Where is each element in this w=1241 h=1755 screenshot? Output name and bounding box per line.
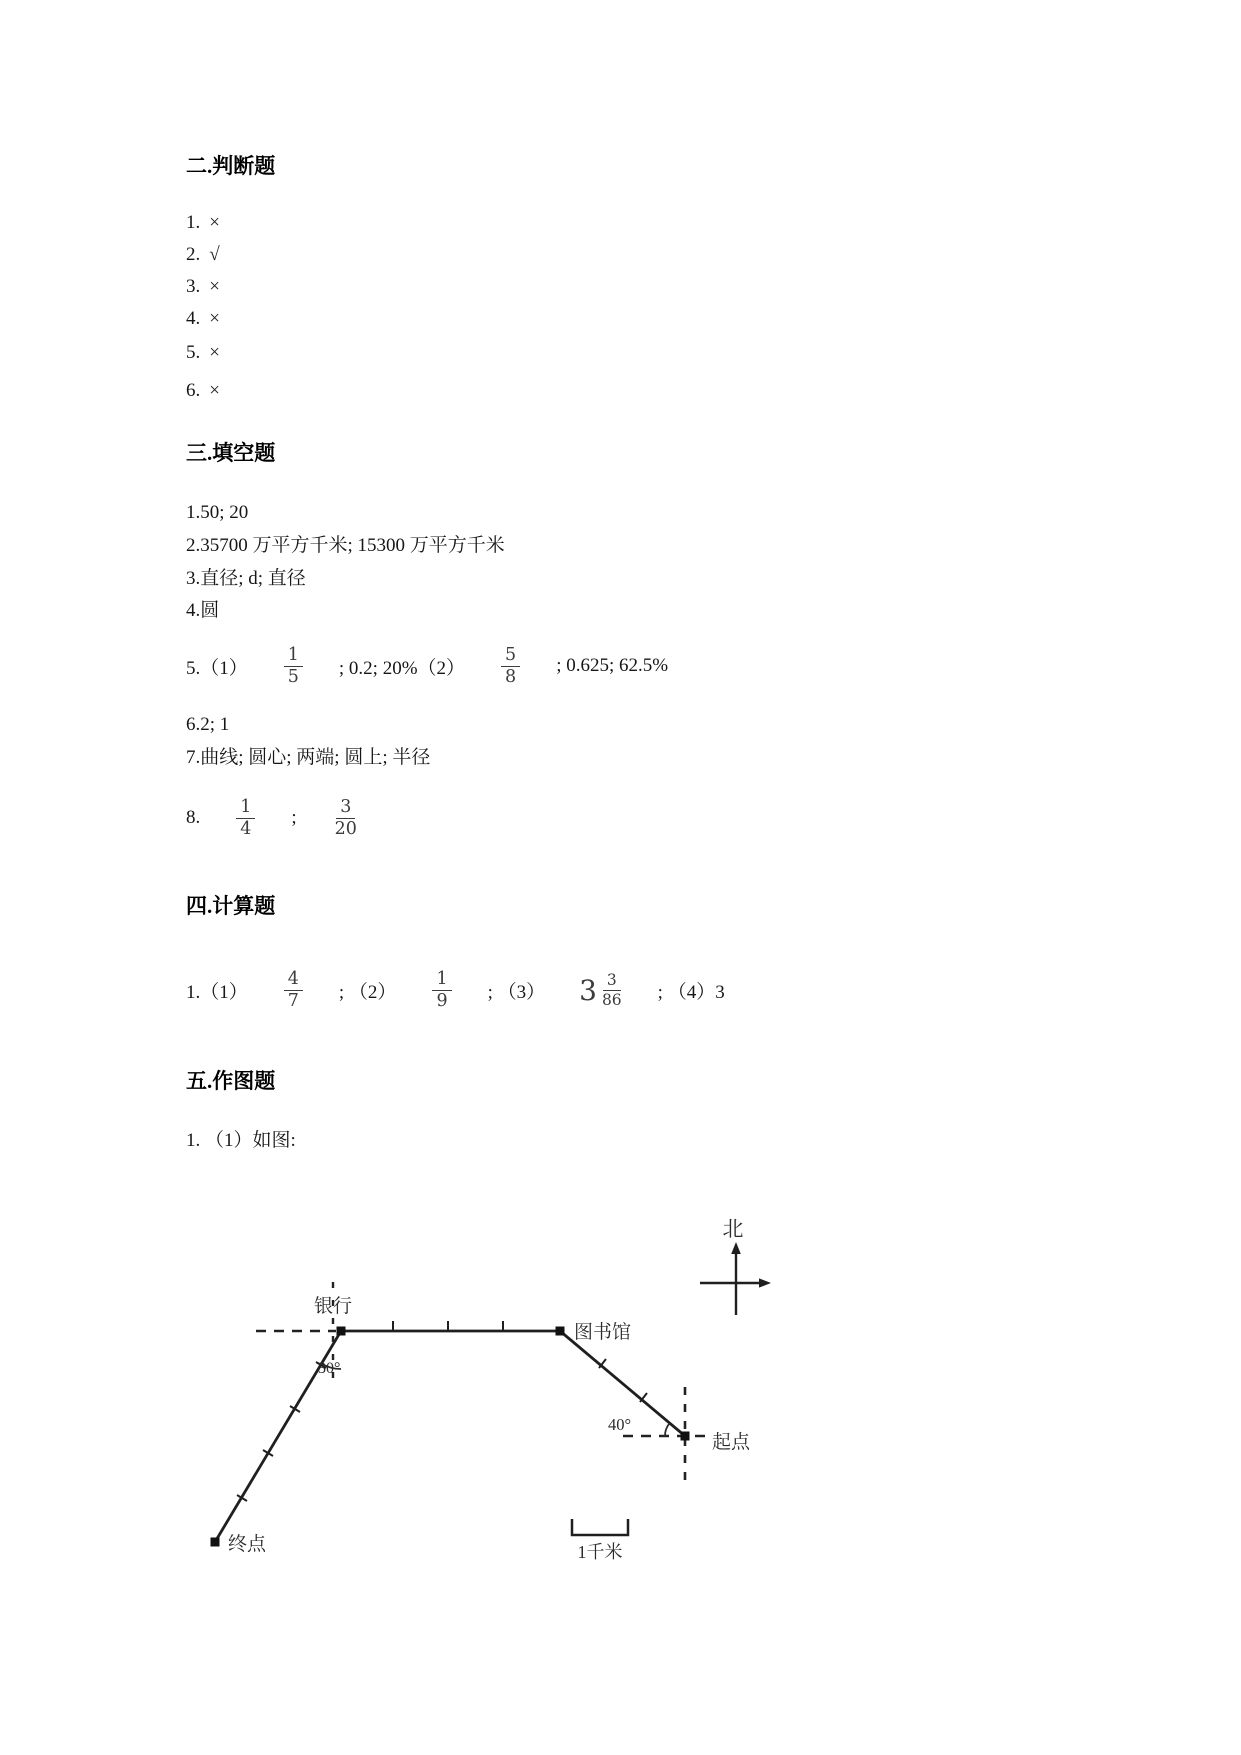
fill-item-3: 3.直径; d; 直径: [186, 568, 306, 589]
judge-item-6: [186, 380, 220, 402]
route-map-diagram: [150, 1180, 840, 1610]
section-judge-title: 二.判断题: [186, 154, 276, 178]
draw-item-intro: 1. （1）如图:: [186, 1130, 296, 1151]
calc-item-1: [186, 960, 725, 1020]
fraction-3-86: $\frac{3}{86}$: [601, 971, 622, 1009]
fill-item-2: 2.35700 万平方千米; 15300 万平方千米: [186, 535, 505, 556]
fraction-5-8: $\frac{5}{8}$: [501, 645, 520, 687]
fill-item-5: [186, 636, 668, 696]
judge-item-2: [186, 244, 220, 266]
fraction-1-9: $\frac{1}{9}$: [432, 969, 451, 1011]
fill-item-7: 7.曲线; 圆心; 两端; 圆上; 半径: [186, 747, 431, 768]
judge-item-mark: ×: [209, 380, 220, 401]
judge-item-number: 2.: [186, 244, 201, 265]
fill-item-5-prefix: 5.（1）: [186, 657, 248, 679]
judge-item-4: [186, 308, 220, 330]
end-point: [211, 1538, 220, 1547]
judge-item-3: [186, 276, 220, 298]
scale-label: 1千米: [577, 1542, 623, 1562]
fill-item-5-suffix: ; 0.625; 62.5%: [556, 655, 669, 676]
judge-item-mark: ×: [209, 342, 220, 363]
compass-north-arrowhead: [731, 1242, 741, 1254]
fraction-4-7: $\frac{4}{7}$: [284, 969, 303, 1011]
fill-item-6: 6.2; 1: [186, 714, 230, 735]
start-angle-arc: [665, 1423, 670, 1436]
start-point: [681, 1432, 690, 1441]
fraction-1-5: $\frac{1}{5}$: [284, 645, 303, 687]
bank-point: [337, 1327, 346, 1336]
fill-item-8: [186, 788, 395, 848]
judge-item-5: [186, 342, 220, 364]
end-label: 终点: [228, 1534, 267, 1555]
bank-angle-label: 30°: [318, 1360, 341, 1377]
library-point: [556, 1327, 565, 1336]
mixed-number-3-3-86: [579, 971, 624, 1009]
library-label: 图书馆: [574, 1322, 632, 1343]
fill-item-8-separator: ;: [291, 807, 297, 828]
judge-item-mark: ×: [209, 212, 220, 233]
judge-item-number: 3.: [186, 276, 201, 297]
judge-item-mark: √: [209, 244, 220, 265]
fill-item-8-number: 8.: [186, 807, 201, 828]
start-label: 起点: [712, 1432, 751, 1453]
calc-item-1-prefix: 1.（1）: [186, 981, 248, 1003]
judge-item-mark: ×: [209, 308, 220, 329]
mixed-whole: 3: [579, 973, 597, 1007]
fraction-3-20: $\frac{3}{20}$: [334, 796, 357, 839]
section-calc-title: 四.计算题: [186, 894, 276, 918]
compass-east-arrowhead: [759, 1278, 771, 1287]
judge-item-1: [186, 212, 220, 234]
judge-item-number: 6.: [186, 380, 201, 401]
judge-item-mark: ×: [209, 276, 220, 297]
section-draw-title: 五.作图题: [186, 1069, 276, 1093]
fill-item-1: 1.50; 20: [186, 502, 249, 523]
fill-item-4: 4.圆: [186, 600, 220, 621]
north-label: 北: [722, 1217, 744, 1241]
bank-label: 银行: [314, 1296, 353, 1317]
start-angle-label: 40°: [608, 1415, 632, 1434]
section-fill-title: 三.填空题: [186, 441, 276, 465]
judge-item-number: 5.: [186, 342, 201, 363]
scale-bar: [572, 1519, 628, 1535]
fraction-1-4: $\frac{1}{4}$: [236, 797, 255, 839]
judge-item-number: 1.: [186, 212, 201, 233]
judge-item-number: 4.: [186, 308, 201, 329]
calc-item-1-suffix: ; （4）3: [657, 981, 725, 1003]
fill-item-5-middle: ; 0.2; 20%（2）: [338, 657, 466, 679]
calc-item-1-sep3: ; （3）: [487, 981, 546, 1003]
calc-item-1-sep2: ; （2）: [338, 981, 397, 1003]
